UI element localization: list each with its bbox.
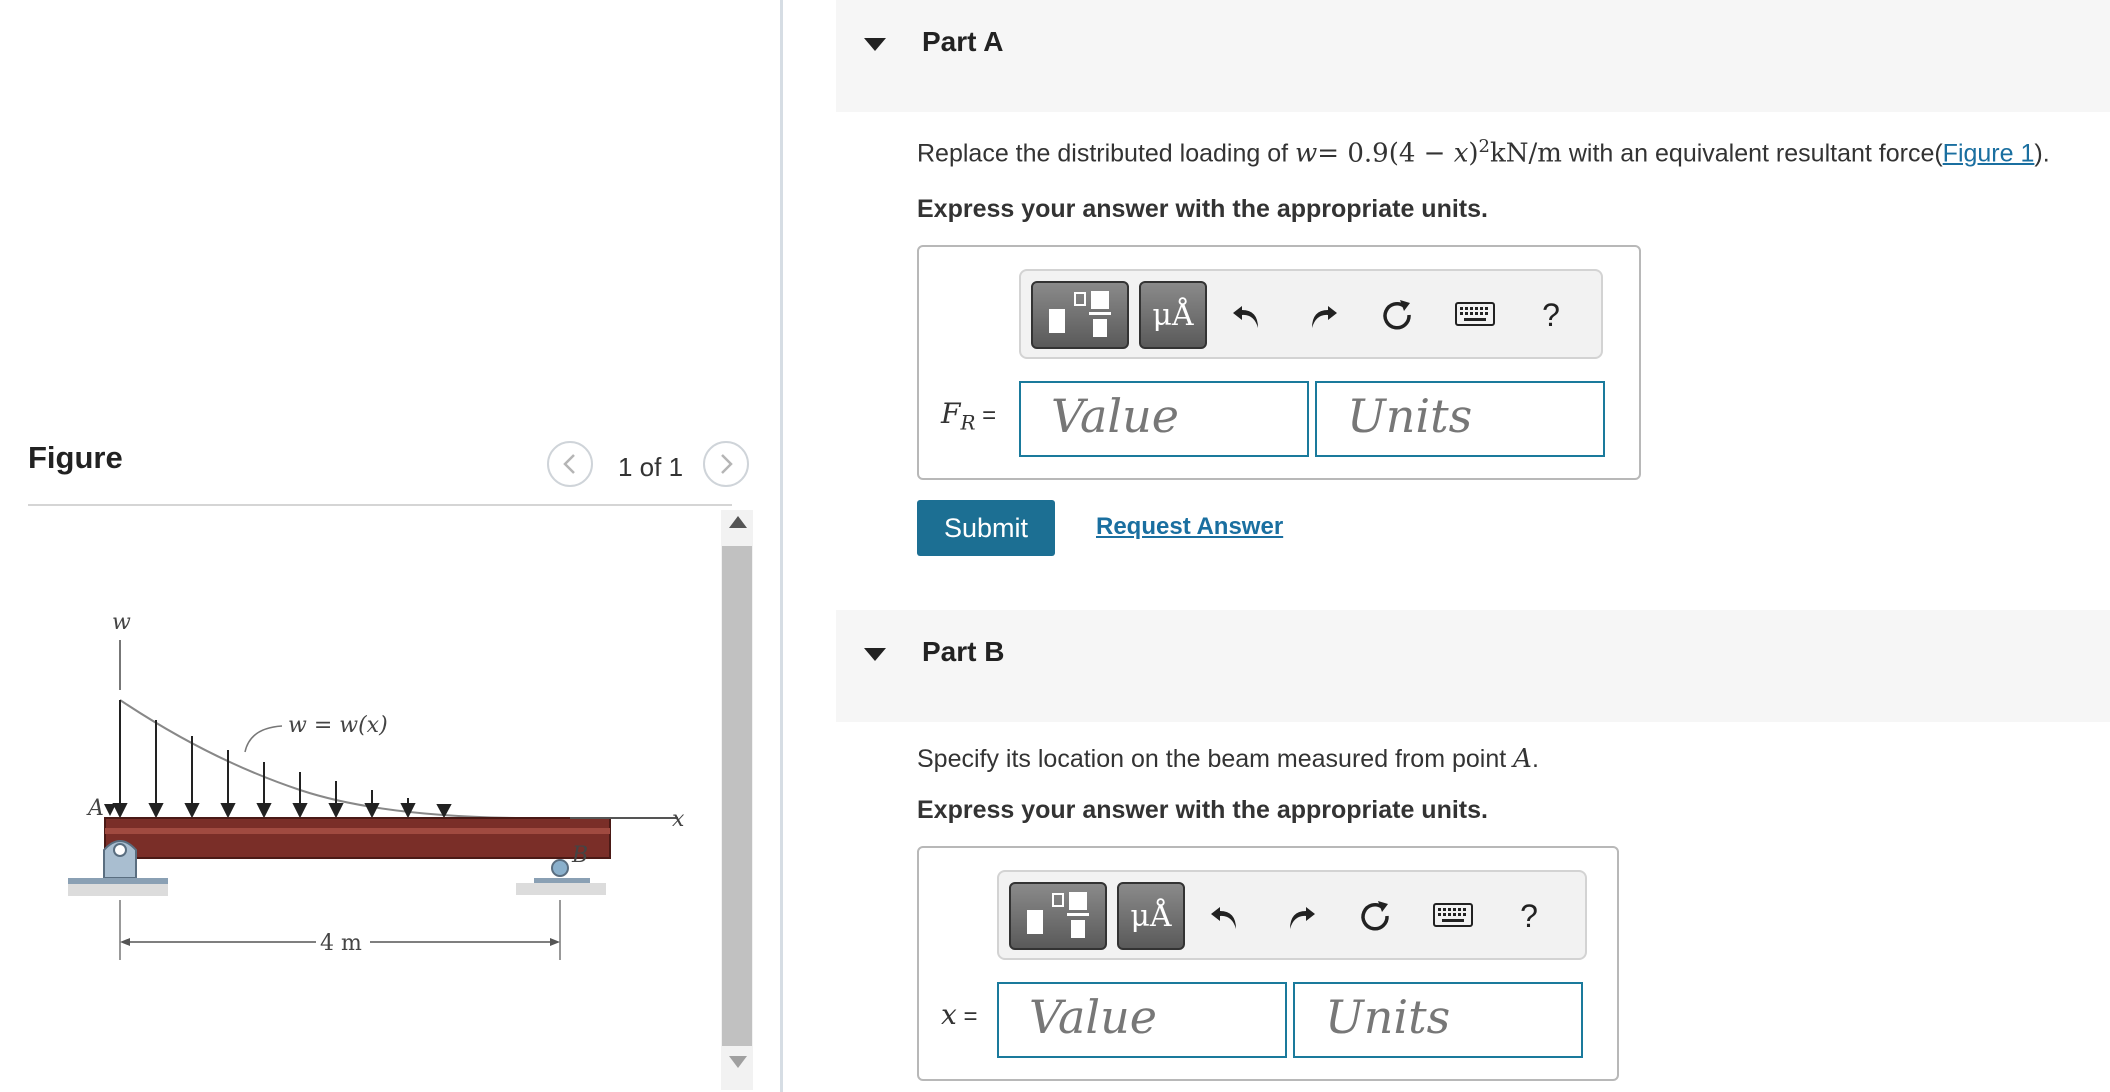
math-x: x	[1453, 138, 1469, 169]
part-b-answer-box	[917, 846, 1619, 1081]
scrollbar-thumb[interactable]	[722, 546, 752, 1046]
load-arrows	[114, 700, 450, 816]
undo-button[interactable]	[1205, 894, 1245, 938]
variable-symbol: x	[941, 998, 957, 1031]
redo-button[interactable]	[1303, 293, 1343, 337]
part-a-header[interactable]	[836, 0, 2110, 112]
equals-sign: =	[956, 1003, 978, 1030]
x-variable-label	[941, 998, 977, 1031]
value-input[interactable]: Value	[997, 982, 1287, 1058]
math-units: kN/m	[1489, 138, 1562, 169]
math-toolbar	[1019, 269, 1603, 359]
submit-button[interactable]: Submit	[917, 500, 1055, 556]
math-toolbar	[997, 870, 1587, 960]
part-a-title: Part A	[922, 26, 1004, 57]
question-suffix: with an equivalent resultant force(	[1561, 139, 1943, 168]
fr-variable-label	[941, 397, 996, 435]
question-close: ).	[2034, 139, 2050, 168]
beam-highlight	[105, 828, 610, 834]
beam	[105, 818, 610, 858]
redo-button[interactable]	[1281, 894, 1321, 938]
request-answer-link[interactable]: Request Answer	[1096, 513, 1284, 540]
part-b-title: Part B	[922, 636, 1005, 667]
part-a-answer-box	[917, 245, 1641, 480]
template-icon	[1033, 283, 1127, 347]
units-button[interactable]: μÅ	[1117, 882, 1185, 950]
part-a-question	[917, 136, 2050, 168]
x-axis-label: x	[672, 807, 685, 832]
chevron-left-icon	[561, 453, 579, 475]
reset-button[interactable]	[1377, 293, 1417, 337]
math-w: w	[1295, 138, 1318, 169]
panel-divider	[780, 0, 783, 1092]
undo-icon	[1208, 899, 1242, 933]
templates-button[interactable]	[1031, 281, 1129, 349]
redo-icon	[1284, 899, 1318, 933]
part-b-instruction: Express your answer with the appropriate units.	[917, 796, 1488, 824]
point-a-arrow	[104, 804, 116, 816]
units-input[interactable]: Units	[1293, 982, 1583, 1058]
redo-icon	[1306, 298, 1340, 332]
roller-support	[516, 860, 606, 895]
dimension-arrow-left	[120, 938, 130, 946]
part-b-question	[917, 744, 1539, 774]
figure-title: Figure	[28, 440, 123, 475]
math-equation: = 0.9(4 −	[1317, 138, 1454, 169]
chevron-right-icon	[717, 453, 735, 475]
equals-sign: =	[975, 402, 997, 429]
load-function-label: w = w(x)	[288, 713, 388, 738]
help-button[interactable]: ?	[1520, 897, 1538, 934]
load-label-leader	[245, 726, 282, 752]
previous-figure-button[interactable]	[547, 441, 593, 487]
units-input[interactable]: Units	[1315, 381, 1605, 457]
caret-down-icon	[864, 38, 886, 51]
reset-icon	[1357, 898, 1393, 934]
scroll-down-arrow[interactable]	[729, 1056, 747, 1068]
keyboard-button[interactable]	[1451, 293, 1499, 337]
figure-page-counter: 1 of 1	[618, 452, 684, 482]
question-prefix: Replace the distributed loading of	[917, 139, 1296, 168]
math-exponent: 2	[1478, 136, 1490, 157]
keyboard-icon	[1433, 903, 1473, 929]
length-label: 4 m	[320, 931, 362, 956]
scroll-up-arrow[interactable]	[729, 516, 747, 528]
figure-divider	[28, 504, 732, 506]
reset-button[interactable]	[1355, 894, 1395, 938]
keyboard-button[interactable]	[1429, 894, 1477, 938]
variable-symbol: F	[941, 397, 961, 430]
variable-subscript: R	[960, 410, 976, 435]
reset-icon	[1379, 297, 1415, 333]
beam-diagram	[60, 600, 700, 980]
keyboard-icon	[1455, 302, 1495, 328]
figure-panel	[0, 0, 780, 1092]
undo-button[interactable]	[1227, 293, 1267, 337]
value-input[interactable]: Value	[1019, 381, 1309, 457]
template-icon	[1011, 884, 1105, 948]
point-b-label: B	[572, 843, 589, 868]
templates-button[interactable]	[1009, 882, 1107, 950]
question-close: .	[1531, 745, 1539, 773]
units-button[interactable]: μÅ	[1139, 281, 1207, 349]
question-prefix: Specify its location on the beam measured from point	[917, 745, 1514, 773]
math-paren: )	[1468, 138, 1479, 169]
dimension-arrow-right	[550, 938, 560, 946]
math-point-a: A	[1513, 744, 1532, 774]
w-axis-label: w	[112, 610, 131, 635]
figure-1-link[interactable]: Figure 1	[1942, 139, 2035, 168]
part-a-instruction: Express your answer with the appropriate units.	[917, 195, 1488, 223]
part-b-header[interactable]	[836, 610, 2110, 722]
next-figure-button[interactable]	[703, 441, 749, 487]
caret-down-icon	[864, 648, 886, 661]
point-a-label: A	[88, 796, 104, 821]
help-button[interactable]: ?	[1542, 296, 1560, 333]
undo-icon	[1230, 298, 1264, 332]
